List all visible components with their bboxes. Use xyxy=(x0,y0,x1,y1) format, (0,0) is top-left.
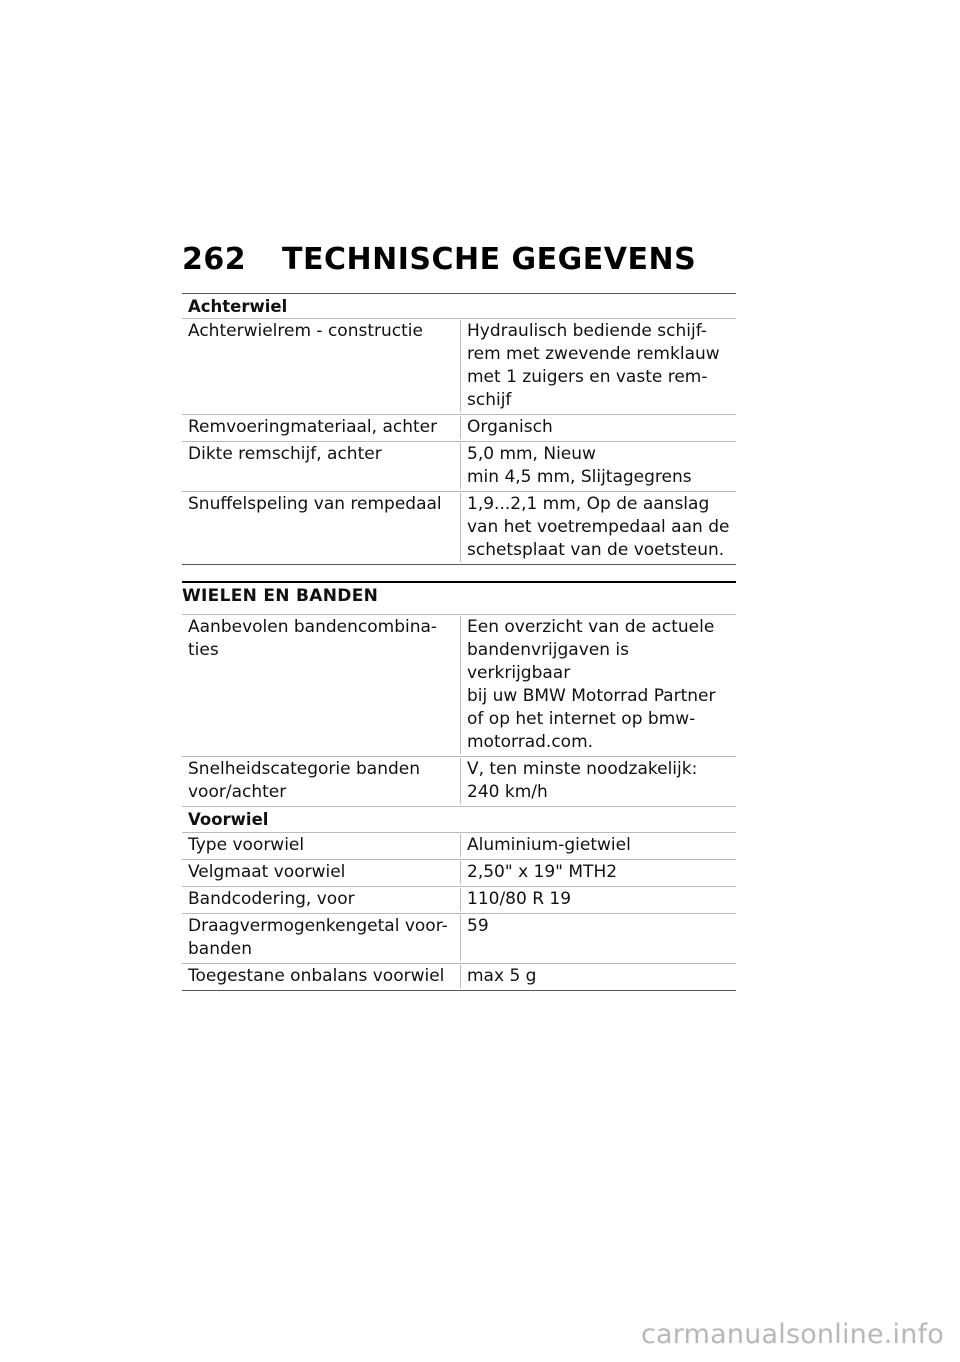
spec-value: 1,9...2,1 mm, Op de aanslag van het voetrempedaal aan de schetsplaat van de voetsteun. xyxy=(460,493,736,562)
page-title: TECHNISCHE GEGEVENS xyxy=(282,242,697,277)
spec-value: 59 xyxy=(460,915,736,961)
spec-label: Type voorwiel xyxy=(188,835,305,855)
spec-value: 2,50" x 19" MTH2 xyxy=(460,861,736,884)
page-number: 262 xyxy=(182,242,247,277)
spec-value: max 5 g xyxy=(460,965,736,988)
spec-label: Snelheidscategorie banden voor/achter xyxy=(188,759,421,802)
spec-value: Organisch xyxy=(460,416,736,439)
spec-label: Remvoeringmateriaal, achter xyxy=(188,417,438,437)
achterwiel-table xyxy=(182,319,736,565)
spec-label: Achterwielrem - constructie xyxy=(188,321,423,341)
spec-row xyxy=(182,492,736,565)
spec-value: Aluminium-gietwiel xyxy=(460,834,736,857)
spec-row xyxy=(182,615,736,757)
spec-value: Hydraulisch bediende schijf- rem met zwevende remklauw met 1 zuigers en vaste rem- schijf xyxy=(460,320,736,412)
section-heading-wielen: WIELEN EN BANDEN xyxy=(182,581,736,615)
group-title-voorwiel: Voorwiel xyxy=(182,807,736,833)
spec-row xyxy=(182,860,736,887)
spec-row xyxy=(182,415,736,442)
spec-label: Snuffelspeling van rempedaal xyxy=(188,494,442,514)
spec-row xyxy=(182,757,736,807)
spec-row xyxy=(182,833,736,860)
group-title-achterwiel: Achterwiel xyxy=(182,293,736,319)
spec-value: V, ten minste noodzakelijk: 240 km/h xyxy=(460,758,736,804)
spec-label: Aanbevolen bandencombina- ties xyxy=(188,617,438,660)
spec-label: Velgmaat voorwiel xyxy=(188,862,346,882)
spec-label: Bandcodering, voor xyxy=(188,889,355,909)
spec-value: Een overzicht van de actuele bandenvrijgaven is verkrijgbaar bij uw BMW Motorrad Partner of op het internet op bmw- motorrad.com. xyxy=(460,616,736,754)
spec-value: 5,0 mm, Nieuw min 4,5 mm, Slijtagegrens xyxy=(460,443,736,489)
spec-label: Toegestane onbalans voorwiel xyxy=(188,966,445,986)
spec-content xyxy=(182,293,736,991)
voorwiel-table xyxy=(182,833,736,991)
watermark: carmanualsonline.info xyxy=(641,1319,944,1350)
wielen-table xyxy=(182,615,736,807)
spec-label: Dikte remschijf, achter xyxy=(188,444,382,464)
spec-row xyxy=(182,442,736,492)
spec-value: 110/80 R 19 xyxy=(460,888,736,911)
spec-row xyxy=(182,964,736,991)
spec-label: Draagvermogenkengetal voor- banden xyxy=(188,916,448,959)
page-header xyxy=(182,242,696,277)
spec-row xyxy=(182,914,736,964)
spec-row xyxy=(182,887,736,914)
spec-row xyxy=(182,319,736,415)
